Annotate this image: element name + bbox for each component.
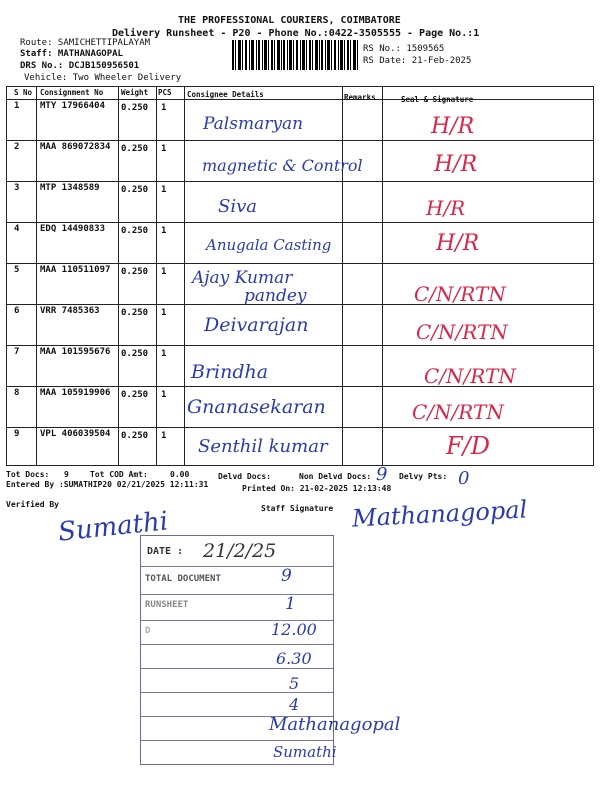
rs-date: RS Date: 21-Feb-2025 xyxy=(363,56,472,66)
barcode xyxy=(232,40,358,70)
row-sno: 2 xyxy=(14,142,20,152)
row-seal-handwritten: C/N/RTN xyxy=(416,320,508,344)
rs-no: RS No.: 1509565 xyxy=(363,44,445,54)
row-pcs: 1 xyxy=(161,349,167,359)
row-pcs: 1 xyxy=(161,226,167,236)
row-weight: 0.250 xyxy=(121,308,149,318)
stamp-d-label: D xyxy=(145,626,151,636)
row-sno: 8 xyxy=(14,388,20,398)
row-weight: 0.250 xyxy=(121,144,149,154)
non-delvd-label: Non Delvd Docs: xyxy=(299,472,372,481)
stamp-value-2: 6.30 xyxy=(276,649,312,668)
row-sno: 4 xyxy=(14,224,20,234)
tot-cod-label: Tot COD Amt: xyxy=(90,470,148,479)
col-header-weight: Weight xyxy=(121,88,149,97)
stamp-value-1: 12.00 xyxy=(271,620,317,639)
delvy-pts-label: Delvy Pts: xyxy=(399,472,448,481)
row-weight: 0.250 xyxy=(121,431,149,441)
tot-cod-value: 0.00 xyxy=(170,470,190,479)
row-pcs: 1 xyxy=(161,267,167,277)
col-header-pcs: PCS xyxy=(158,88,172,97)
stamp-total-label: TOTAL DOCUMENT xyxy=(145,574,221,584)
verified-signature: Sumathi xyxy=(56,506,170,548)
runsheet-title: Delivery Runsheet - P20 - Phone No.:0422-3505555 - Page No.:1 xyxy=(112,28,480,39)
verified-by-label: Verified By xyxy=(6,500,59,509)
staff-signature-label: Staff Signature xyxy=(261,504,334,513)
row-consignee-handwritten-line2: pandey xyxy=(244,286,307,306)
row-consignee-handwritten: Palsmaryan xyxy=(203,114,304,134)
stamp-signature-1: Mathanagopal xyxy=(269,714,401,735)
row-consignee-handwritten: magnetic & Control xyxy=(202,156,363,175)
row-weight: 0.250 xyxy=(121,349,149,359)
row-sno: 6 xyxy=(14,306,20,316)
stamp-signature-2: Sumathi xyxy=(273,743,337,761)
row-consignee-handwritten: Deivarajan xyxy=(204,314,309,336)
row-sno: 3 xyxy=(14,183,20,193)
row-sno: 9 xyxy=(14,429,20,439)
row-consignee-handwritten: Gnanasekaran xyxy=(187,396,326,418)
row-pcs: 1 xyxy=(161,431,167,441)
stamp-total-value: 9 xyxy=(281,566,292,586)
tot-docs-value: 9 xyxy=(64,470,69,479)
delvy-pts-value: 0 xyxy=(458,468,470,489)
company-name: THE PROFESSIONAL COURIERS, COIMBATORE xyxy=(178,15,401,26)
stamp-runsheet-value: 1 xyxy=(285,594,296,614)
stamp-runsheet-label: RUNSHEET xyxy=(145,600,189,610)
stamp-value-3: 5 xyxy=(289,674,300,693)
col-header-remarks: Remarks xyxy=(344,93,376,102)
col-header-consignee: Consignee Details xyxy=(187,90,264,99)
stamp-date-value: 21/2/25 xyxy=(203,540,277,562)
staff: Staff: MATHANAGOPAL xyxy=(20,49,123,59)
row-consignee-handwritten: Anugala Casting xyxy=(206,236,332,254)
row-consignment: MTY 17966404 xyxy=(40,101,106,111)
row-consignment: MAA 105919906 xyxy=(40,388,111,398)
tot-docs-label: Tot Docs: xyxy=(6,470,50,479)
staff-signature: Mathanagopal xyxy=(351,495,528,533)
stamp-value-4: 4 xyxy=(289,695,300,714)
row-pcs: 1 xyxy=(161,185,167,195)
row-weight: 0.250 xyxy=(121,390,149,400)
printed-on: Printed On: 21-02-2025 12:13:48 xyxy=(242,484,392,493)
row-weight: 0.250 xyxy=(121,185,149,195)
row-sno: 5 xyxy=(14,265,20,275)
row-seal-handwritten: H/R xyxy=(426,196,466,220)
row-consignee-handwritten: Senthil kumar xyxy=(198,436,328,457)
col-header-seal: Seal & Signature xyxy=(401,95,474,104)
row-seal-handwritten: C/N/RTN xyxy=(414,282,506,306)
row-pcs: 1 xyxy=(161,144,167,154)
col-header-sno: S No xyxy=(14,88,33,97)
row-seal-handwritten: C/N/RTN xyxy=(412,400,504,424)
vehicle: Vehicle: Two Wheeler Delivery xyxy=(24,73,182,83)
row-consignment: MAA 101595676 xyxy=(40,347,111,357)
row-consignee-handwritten: Siva xyxy=(218,196,257,217)
row-consignment: MAA 110511097 xyxy=(40,265,111,275)
row-pcs: 1 xyxy=(161,103,167,113)
stamp-date-label: DATE : xyxy=(147,546,184,557)
row-consignment: VPL 406039504 xyxy=(40,429,111,439)
row-weight: 0.250 xyxy=(121,103,149,113)
row-consignment: EDQ 14490833 xyxy=(40,224,106,234)
row-sno: 1 xyxy=(14,101,20,111)
row-seal-handwritten: C/N/RTN xyxy=(424,364,516,388)
runsheet-table xyxy=(6,86,594,466)
non-delvd-value: 9 xyxy=(376,464,388,485)
drs-no: DRS No.: DCJB150956501 xyxy=(20,61,140,71)
row-sno: 7 xyxy=(14,347,20,357)
row-consignee-handwritten: Ajay Kumar xyxy=(192,268,293,288)
office-stamp xyxy=(140,535,401,765)
col-header-consignment: Consignment No xyxy=(40,88,104,97)
row-consignment: MTP 1348589 xyxy=(40,183,100,193)
row-pcs: 1 xyxy=(161,390,167,400)
row-seal-handwritten: H/R xyxy=(431,114,475,139)
row-consignment: MAA 869072834 xyxy=(40,142,111,152)
entered-by: Entered By :SUMATHIP20 02/21/2025 12:11:31 xyxy=(6,480,209,489)
row-seal-handwritten: F/D xyxy=(446,432,490,460)
row-consignee-handwritten: Brindha xyxy=(191,361,269,383)
route: Route: SAMICHETTIPALAYAM xyxy=(20,38,151,48)
row-seal-handwritten: H/R xyxy=(434,152,478,177)
row-pcs: 1 xyxy=(161,308,167,318)
row-seal-handwritten: H/R xyxy=(436,231,480,256)
row-consignment: VRR 7485363 xyxy=(40,306,100,316)
row-weight: 0.250 xyxy=(121,267,149,277)
row-weight: 0.250 xyxy=(121,226,149,236)
delvd-docs-label: Delvd Docs: xyxy=(218,472,271,481)
